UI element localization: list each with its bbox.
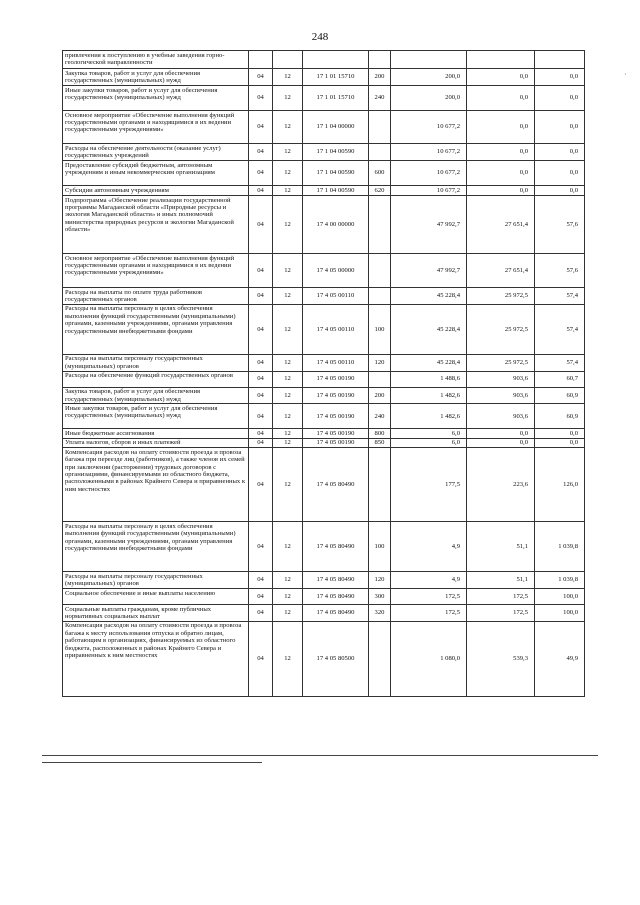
row-executed-amount: 0,0 [467, 144, 535, 161]
row-target-article: 17 1 04 00590 [303, 186, 369, 196]
table-row [63, 86, 585, 111]
row-executed-amount: 0,0 [467, 438, 535, 447]
row-executed-amount [467, 51, 535, 69]
row-name: Расходы на выплаты персоналу в целях обеспечения выполнения функций государственными (муниципальными) органами, казенными учреждениями, органами управления государственными внебюджетными фондами [63, 522, 249, 572]
row-executed-amount: 25 972,5 [467, 288, 535, 305]
row-expense-type [369, 254, 391, 288]
row-subsection: 12 [273, 438, 303, 447]
table-row [63, 144, 585, 161]
row-expense-type: 800 [369, 429, 391, 438]
row-executed-amount: 27 651,4 [467, 254, 535, 288]
row-target-article: 17 4 05 00190 [303, 429, 369, 438]
row-executed-amount: 0,0 [467, 161, 535, 186]
row-subsection: 12 [273, 448, 303, 522]
row-approved-amount: 200,0 [391, 69, 467, 86]
row-execution-percent: 0,0 [535, 69, 585, 86]
row-approved-amount: 1 488,6 [391, 371, 467, 387]
table-row [63, 371, 585, 387]
row-section: 04 [249, 387, 273, 404]
row-target-article: 17 1 04 00590 [303, 161, 369, 186]
row-subsection: 12 [273, 288, 303, 305]
row-subsection: 12 [273, 429, 303, 438]
row-execution-percent: 57,4 [535, 288, 585, 305]
row-expense-type: 120 [369, 572, 391, 589]
row-execution-percent: 57,4 [535, 354, 585, 371]
row-target-article: 17 4 05 80490 [303, 448, 369, 522]
row-approved-amount: 10 677,2 [391, 161, 467, 186]
row-execution-percent: 57,4 [535, 304, 585, 354]
row-execution-percent: 1 039,8 [535, 572, 585, 589]
row-executed-amount: 539,3 [467, 621, 535, 696]
row-name: Уплата налогов, сборов и иных платежей [63, 438, 249, 447]
row-execution-percent: 60,9 [535, 404, 585, 429]
row-name: Расходы на обеспечение деятельности (оказание услуг) государственных учреждений [63, 144, 249, 161]
row-subsection [273, 51, 303, 69]
row-subsection: 12 [273, 387, 303, 404]
row-approved-amount: 1 482,6 [391, 404, 467, 429]
row-approved-amount: 10 677,2 [391, 144, 467, 161]
row-target-article: 17 4 05 00110 [303, 288, 369, 305]
row-target-article: 17 1 04 00590 [303, 144, 369, 161]
row-section: 04 [249, 144, 273, 161]
row-execution-percent: 0,0 [535, 438, 585, 447]
row-target-article: 17 4 05 00190 [303, 438, 369, 447]
row-section: 04 [249, 371, 273, 387]
row-approved-amount: 4,9 [391, 572, 467, 589]
row-execution-percent [535, 51, 585, 69]
row-subsection: 12 [273, 254, 303, 288]
row-expense-type [369, 51, 391, 69]
row-approved-amount: 45 228,4 [391, 288, 467, 305]
row-subsection: 12 [273, 144, 303, 161]
row-name: Предоставление субсидий бюджетным, автономным учреждениям и иным некоммерческим организациям [63, 161, 249, 186]
row-target-article: 17 1 01 15710 [303, 69, 369, 86]
row-executed-amount: 172,5 [467, 589, 535, 605]
row-approved-amount [391, 51, 467, 69]
row-subsection: 12 [273, 621, 303, 696]
row-execution-percent: 0,0 [535, 144, 585, 161]
page-number: 248 [311, 31, 329, 43]
row-subsection: 12 [273, 371, 303, 387]
row-subsection: 12 [273, 161, 303, 186]
row-approved-amount: 47 992,7 [391, 254, 467, 288]
row-executed-amount: 0,0 [467, 86, 535, 111]
row-execution-percent: 60,7 [535, 371, 585, 387]
row-approved-amount: 1 080,0 [391, 621, 467, 696]
table-row [63, 196, 585, 254]
table-row [63, 186, 585, 196]
table-row [63, 522, 585, 572]
row-target-article: 17 4 05 00190 [303, 387, 369, 404]
row-target-article: 17 4 05 00190 [303, 404, 369, 429]
row-executed-amount: 903,6 [467, 404, 535, 429]
row-section: 04 [249, 621, 273, 696]
row-section: 04 [249, 111, 273, 144]
row-approved-amount: 6,0 [391, 438, 467, 447]
row-section: 04 [249, 69, 273, 86]
row-expense-type: 600 [369, 161, 391, 186]
row-expense-type [369, 448, 391, 522]
row-expense-type: 320 [369, 605, 391, 622]
row-name: Социальное обеспечение и иные выплаты населению [63, 589, 249, 605]
table-row [63, 572, 585, 589]
table-row [63, 69, 585, 86]
table-row [63, 621, 585, 696]
row-execution-percent: 57,6 [535, 254, 585, 288]
row-section: 04 [249, 589, 273, 605]
row-expense-type: 200 [369, 387, 391, 404]
row-executed-amount: 0,0 [467, 111, 535, 144]
row-approved-amount: 200,0 [391, 86, 467, 111]
row-approved-amount: 4,9 [391, 522, 467, 572]
row-approved-amount: 1 482,6 [391, 387, 467, 404]
row-approved-amount: 47 992,7 [391, 196, 467, 254]
row-executed-amount: 223,6 [467, 448, 535, 522]
row-execution-percent: 0,0 [535, 161, 585, 186]
row-subsection: 12 [273, 354, 303, 371]
row-section [249, 51, 273, 69]
row-expense-type: 300 [369, 589, 391, 605]
table-row [63, 304, 585, 354]
row-approved-amount: 45 228,4 [391, 354, 467, 371]
row-expense-type: 620 [369, 186, 391, 196]
row-executed-amount: 27 651,4 [467, 196, 535, 254]
row-subsection: 12 [273, 404, 303, 429]
row-target-article: 17 4 05 00000 [303, 254, 369, 288]
row-name: Подпрограмма «Обеспечение реализации государственной программы Магаданской области «Природные ресурсы и экология Магаданской области» и иных полномочий министерства природных ресурсов и экологии Магаданской области» [63, 196, 249, 254]
row-subsection: 12 [273, 196, 303, 254]
row-target-article: 17 4 05 00190 [303, 371, 369, 387]
row-section: 04 [249, 196, 273, 254]
row-execution-percent: 0,0 [535, 429, 585, 438]
row-execution-percent: 1 039,8 [535, 522, 585, 572]
row-expense-type [369, 111, 391, 144]
row-target-article: 17 1 04 00000 [303, 111, 369, 144]
row-execution-percent: 126,0 [535, 448, 585, 522]
row-section: 04 [249, 354, 273, 371]
row-execution-percent: 57,6 [535, 196, 585, 254]
row-name: Иные бюджетные ассигнования [63, 429, 249, 438]
margin-mark: · [624, 70, 627, 79]
row-approved-amount: 172,5 [391, 605, 467, 622]
row-subsection: 12 [273, 522, 303, 572]
row-section: 04 [249, 572, 273, 589]
budget-table [62, 50, 585, 697]
row-section: 04 [249, 429, 273, 438]
row-expense-type [369, 621, 391, 696]
row-approved-amount: 45 228,4 [391, 304, 467, 354]
row-target-article: 17 4 05 80490 [303, 589, 369, 605]
row-expense-type: 100 [369, 522, 391, 572]
row-section: 04 [249, 186, 273, 196]
row-target-article: 17 4 00 00000 [303, 196, 369, 254]
row-execution-percent: 60,9 [535, 387, 585, 404]
row-executed-amount: 51,1 [467, 572, 535, 589]
row-name: Закупка товаров, работ и услуг для обеспечения государственных (муниципальных) нужд [63, 387, 249, 404]
row-execution-percent: 0,0 [535, 186, 585, 196]
row-target-article: 17 4 05 80500 [303, 621, 369, 696]
table-row [63, 438, 585, 447]
row-target-article: 17 4 05 80490 [303, 522, 369, 572]
row-section: 04 [249, 86, 273, 111]
row-expense-type: 240 [369, 86, 391, 111]
row-target-article: 17 4 05 00110 [303, 354, 369, 371]
row-target-article: 17 4 05 00110 [303, 304, 369, 354]
table-row [63, 429, 585, 438]
table-row [63, 254, 585, 288]
row-target-article: 17 1 01 15710 [303, 86, 369, 111]
table-row [63, 404, 585, 429]
table-row [63, 387, 585, 404]
row-name: Основное мероприятие «Обеспечение выполнения функций государственными органами и находящимися в их ведении государственными учреждениями» [63, 111, 249, 144]
row-name: Закупка товаров, работ и услуг для обеспечения государственных (муниципальных) нужд [63, 69, 249, 86]
row-executed-amount: 25 972,5 [467, 354, 535, 371]
row-expense-type: 100 [369, 304, 391, 354]
row-expense-type: 120 [369, 354, 391, 371]
footer-rule-short [42, 762, 262, 763]
row-execution-percent: 49,9 [535, 621, 585, 696]
row-subsection: 12 [273, 186, 303, 196]
row-name: Расходы на обеспечение функций государственных органов [63, 371, 249, 387]
table-row [63, 605, 585, 622]
row-subsection: 12 [273, 589, 303, 605]
row-section: 04 [249, 254, 273, 288]
row-target-article: 17 4 05 80490 [303, 605, 369, 622]
row-section: 04 [249, 448, 273, 522]
row-name: Иные закупки товаров, работ и услуг для обеспечения государственных (муниципальных) нужд [63, 404, 249, 429]
row-approved-amount: 177,5 [391, 448, 467, 522]
row-name: Расходы на выплаты персоналу государственных (муниципальных) органов [63, 572, 249, 589]
row-target-article [303, 51, 369, 69]
row-name: Расходы на выплаты персоналу государственных (муниципальных) органов [63, 354, 249, 371]
row-executed-amount: 0,0 [467, 429, 535, 438]
row-section: 04 [249, 438, 273, 447]
row-expense-type [369, 144, 391, 161]
row-name: Компенсация расходов на оплату стоимости проезда и провоза багажа при переезде лиц (работников), а также членов их семей при заключении (расторжении) трудовых договоров с организациями, финансируемыми из областного бюджета, расположенными в районах Крайнего Севера и приравненных к ним местностях [63, 448, 249, 522]
row-approved-amount: 10 677,2 [391, 111, 467, 144]
row-approved-amount: 10 677,2 [391, 186, 467, 196]
row-executed-amount: 903,6 [467, 387, 535, 404]
row-expense-type [369, 288, 391, 305]
row-section: 04 [249, 605, 273, 622]
row-name: Расходы на выплаты персоналу в целях обеспечения выполнения функций государственными (муниципальными) органами, казенными учреждениями, органами управления государственными внебюджетными фондами [63, 304, 249, 354]
row-approved-amount: 6,0 [391, 429, 467, 438]
row-execution-percent: 100,0 [535, 589, 585, 605]
row-expense-type: 240 [369, 404, 391, 429]
table-row [63, 448, 585, 522]
row-execution-percent: 0,0 [535, 111, 585, 144]
row-subsection: 12 [273, 605, 303, 622]
table-row [63, 51, 585, 69]
row-execution-percent: 0,0 [535, 86, 585, 111]
row-subsection: 12 [273, 304, 303, 354]
row-name: привлечения к поступлению в учебные заведения горно-геологической направленности [63, 51, 249, 69]
row-expense-type: 850 [369, 438, 391, 447]
row-subsection: 12 [273, 111, 303, 144]
footer-rule [42, 755, 598, 756]
row-section: 04 [249, 288, 273, 305]
row-approved-amount: 172,5 [391, 589, 467, 605]
row-target-article: 17 4 05 80490 [303, 572, 369, 589]
row-name: Компенсация расходов на оплату стоимости проезда и провоза багажа к месту использования отпуска и обратно лицам, работающим в организациях, финансируемых из областного бюджета, расположенных в районах Крайнего Севера и приравненных к ним местностях [63, 621, 249, 696]
row-name: Основное мероприятие «Обеспечение выполнения функций государственными органами и находящимися в их ведении государственными учреждениями» [63, 254, 249, 288]
table-row [63, 111, 585, 144]
row-name: Социальные выплаты гражданам, кроме публичных нормативных социальных выплат [63, 605, 249, 622]
table-row [63, 161, 585, 186]
row-subsection: 12 [273, 69, 303, 86]
table-row [63, 354, 585, 371]
row-section: 04 [249, 404, 273, 429]
row-subsection: 12 [273, 572, 303, 589]
table-row [63, 589, 585, 605]
row-expense-type [369, 371, 391, 387]
row-expense-type: 200 [369, 69, 391, 86]
row-section: 04 [249, 522, 273, 572]
row-subsection: 12 [273, 86, 303, 111]
row-section: 04 [249, 304, 273, 354]
row-name: Расходы на выплаты по оплате труда работников государственных органов [63, 288, 249, 305]
budget-table-body [63, 51, 585, 697]
row-executed-amount: 172,5 [467, 605, 535, 622]
row-executed-amount: 903,6 [467, 371, 535, 387]
row-execution-percent: 100,0 [535, 605, 585, 622]
row-name: Субсидии автономным учреждениям [63, 186, 249, 196]
row-executed-amount: 51,1 [467, 522, 535, 572]
row-executed-amount: 0,0 [467, 69, 535, 86]
row-executed-amount: 0,0 [467, 186, 535, 196]
row-expense-type [369, 196, 391, 254]
row-name: Иные закупки товаров, работ и услуг для обеспечения государственных (муниципальных) нужд [63, 86, 249, 111]
row-executed-amount: 25 972,5 [467, 304, 535, 354]
table-row [63, 288, 585, 305]
row-section: 04 [249, 161, 273, 186]
